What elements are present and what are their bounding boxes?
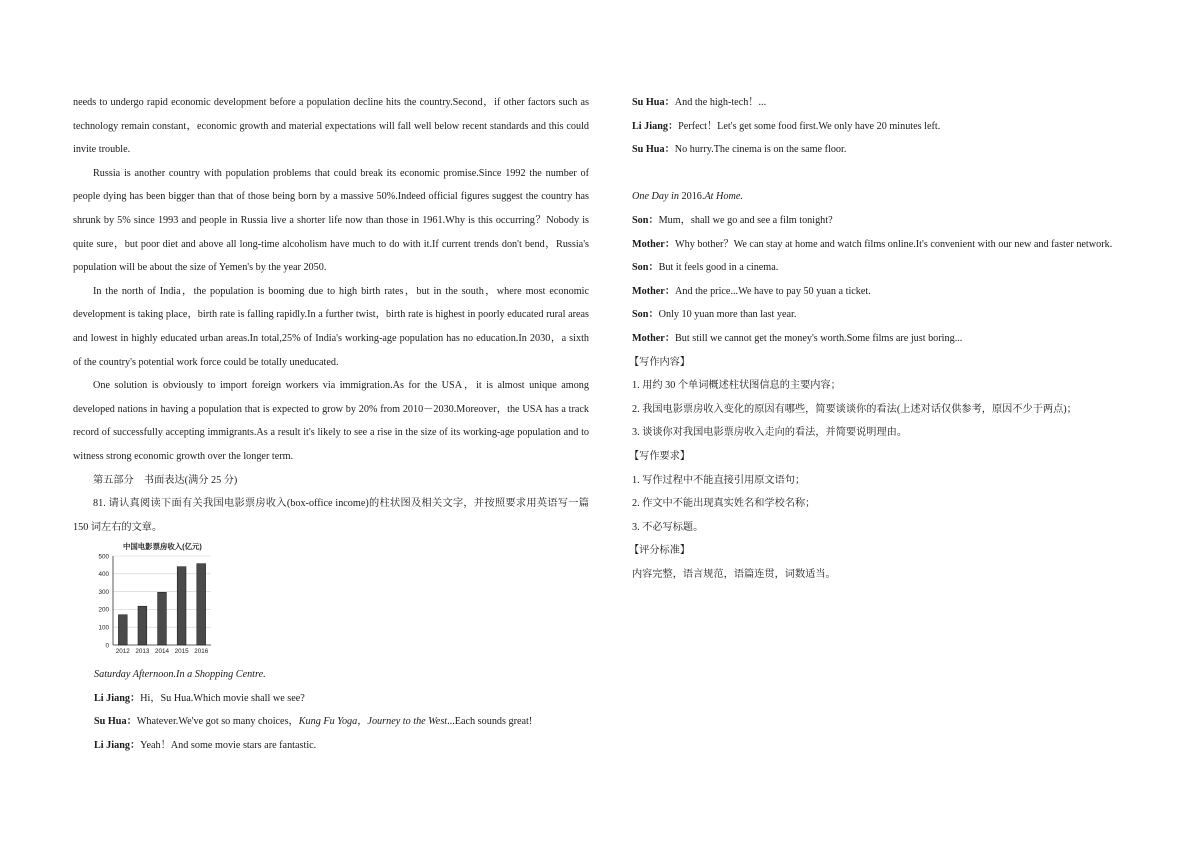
section-heading: 第五部分 书面表达(满分 25 分) bbox=[93, 474, 238, 486]
dialog-line bbox=[611, 280, 1129, 304]
box-office-chart bbox=[73, 541, 589, 659]
content-heading: 【写作内容】 bbox=[629, 356, 691, 368]
y-tick-label: 300 bbox=[98, 589, 109, 597]
speaker-sep: ： bbox=[664, 238, 675, 250]
speaker-sep: ： bbox=[648, 262, 659, 274]
bar bbox=[138, 606, 147, 645]
scene-2 bbox=[611, 185, 1129, 209]
film-title: Journey to the West bbox=[367, 716, 448, 728]
bar bbox=[158, 593, 167, 646]
y-tick-label: 200 bbox=[98, 606, 109, 614]
line-text: And the high-tech！... bbox=[674, 97, 767, 108]
requirement-item: 1. 写作过程中不能直接引用原文语句； bbox=[632, 474, 806, 486]
speaker: Li Jiang bbox=[94, 692, 130, 704]
speaker-sep: ： bbox=[648, 309, 659, 321]
dialog-line bbox=[611, 115, 1129, 139]
requirements-heading: 【写作要求】 bbox=[629, 450, 691, 462]
dialog-line bbox=[611, 327, 1129, 351]
scene-1 bbox=[73, 663, 589, 687]
speaker: Son bbox=[632, 309, 649, 321]
paragraph-india: In the north of India，the population is booming due to high birth rates，but in the south，where most economic development is taking place，birth rate is falling rapidly.In a further twist，birth rate is highest in poorly educated rural areas and lowest in highly educated urban areas.In total,25% of India's working-age population has no education.In 2030，a sixth of the country's potential work force could be totally uneducated. bbox=[73, 285, 589, 368]
dialog-line bbox=[611, 91, 1129, 115]
y-tick-label: 100 bbox=[98, 624, 109, 632]
x-tick-label: 2014 bbox=[154, 648, 170, 656]
content-item: 3. 谈谈你对我国电影票房收入走向的看法，并简要说明理由。 bbox=[632, 427, 908, 439]
paragraph-1: needs to undergo rapid economic development before a population decline hits the country.Second，if other factors such as technology remain constant，economic growth and material expectations will fall well below recent standards and this could invite trouble. bbox=[73, 97, 589, 156]
speaker: Su Hua bbox=[632, 144, 665, 156]
speaker-sep: ： bbox=[664, 285, 675, 297]
dialog-line bbox=[611, 233, 1129, 257]
scene-2-place: At Home. bbox=[704, 191, 743, 203]
line-text: ， bbox=[357, 716, 368, 728]
speaker: Mother bbox=[632, 332, 665, 344]
x-tick-label: 2016 bbox=[194, 648, 209, 656]
requirement-item: 3. 不必写标题。 bbox=[632, 521, 704, 533]
speaker: Mother bbox=[632, 238, 665, 250]
left-column bbox=[73, 91, 589, 758]
dialog-line bbox=[611, 138, 1129, 162]
bar bbox=[197, 564, 206, 645]
requirement-item: 2. 作文中不能出现真实姓名和学校名称； bbox=[632, 498, 816, 510]
dialog-line bbox=[73, 710, 589, 734]
speaker-sep: ： bbox=[664, 97, 675, 108]
y-tick-label: 0 bbox=[105, 642, 109, 650]
speaker-sep: ： bbox=[648, 214, 659, 226]
scene-2-text: One Day in bbox=[632, 191, 682, 203]
film-title: Kung Fu Yoga bbox=[298, 716, 358, 728]
x-tick-label: 2012 bbox=[115, 648, 130, 656]
dialog-line bbox=[73, 687, 589, 711]
paragraph-russia: Russia is another country with population problems that could break its economic promise.Since 1992 the number of people dying has been bigger than that of those being born by a massive 50%.Indeed official figures suggest the country has shrunk by 5% since 1993 and people in Russia live a shorter life now than those in 1961.Why is this occurring？Nobody is quite sure，but poor diet and above all long-time alcoholism have much to do with it.If current trends don't bend，Russia's population will be about the size of Yemen's by the year 2050. bbox=[73, 167, 589, 274]
speaker-sep: ： bbox=[667, 120, 679, 132]
line-text: ...Each sounds great! bbox=[447, 716, 533, 728]
speaker: Su Hua bbox=[632, 97, 665, 108]
bar bbox=[177, 567, 186, 645]
content-item: 2. 我国电影票房收入变化的原因有哪些，简要谈谈你的看法(上述对话仅供参考，原因不少于两点)； bbox=[632, 403, 1077, 415]
speaker: Mother bbox=[632, 285, 665, 297]
speaker-sep: ： bbox=[664, 144, 675, 156]
line-text: Hi，Su Hua.Which movie shall we see? bbox=[140, 692, 305, 704]
speaker-sep: ： bbox=[126, 716, 137, 728]
content-item: 1. 用约 30 个单词概述柱状图信息的主要内容； bbox=[632, 380, 841, 392]
line-text: And the price...We have to pay 50 yuan a ticket. bbox=[675, 285, 871, 297]
line-text: Why bother？We can stay at home and watch films online.It's convenient with our new and faster network. bbox=[675, 238, 1113, 250]
speaker: Li Jiang bbox=[632, 120, 668, 132]
chart-title: 中国电影票房收入(亿元) bbox=[123, 542, 202, 552]
line-text: Only 10 yuan more than last year. bbox=[658, 309, 797, 321]
y-tick-label: 400 bbox=[98, 571, 109, 579]
writing-task: 81. 请认真阅读下面有关我国电影票房收入(box-office income)的柱状图及相关文字，并按照要求用英语写一篇 150 词左右的文章。 bbox=[73, 498, 589, 533]
scene-2-year: 2016. bbox=[681, 191, 705, 203]
line-text: Whatever.We've got so many choices， bbox=[136, 716, 299, 728]
line-text: No hurry.The cinema is on the same floor. bbox=[674, 144, 847, 156]
right-column bbox=[611, 91, 1129, 586]
paragraph-usa: One solution is obviously to import foreign workers via immigration.As for the USA，it is almost unique among developed nations in having a population that is expected to grow by 20% from 2010－2030.Moreover，the USA has a track record of successfully accepting immigrants.As a result it's likely to see a rise in the size of its working-age population and to witness strong economic growth over the longer term. bbox=[73, 380, 589, 462]
box-office-chart-svg bbox=[73, 541, 213, 659]
speaker: Son bbox=[632, 262, 649, 274]
dialog-line bbox=[611, 303, 1129, 327]
x-tick-label: 2013 bbox=[135, 648, 150, 656]
line-text: Mum，shall we go and see a film tonight? bbox=[658, 214, 833, 226]
dialog-line bbox=[611, 209, 1129, 233]
speaker-sep: ： bbox=[129, 740, 141, 752]
speaker-sep: ： bbox=[129, 692, 141, 704]
bar bbox=[118, 615, 127, 645]
dialog-line bbox=[611, 256, 1129, 280]
speaker: Su Hua bbox=[94, 716, 127, 728]
scoring-heading: 【评分标准】 bbox=[629, 545, 691, 557]
speaker: Son bbox=[632, 214, 649, 226]
line-text: Yeah！And some movie stars are fantastic. bbox=[140, 740, 317, 752]
scene-1-text: Saturday Afternoon.In a Shopping Centre. bbox=[94, 669, 266, 681]
line-text: Perfect！Let's get some food first.We only have 20 minutes left. bbox=[678, 120, 941, 132]
spacer bbox=[611, 162, 1129, 186]
x-tick-label: 2015 bbox=[174, 648, 189, 656]
speaker: Li Jiang bbox=[94, 740, 130, 752]
line-text: But still we cannot get the money's worth.Some films are just boring... bbox=[675, 332, 963, 344]
y-tick-label: 500 bbox=[98, 553, 109, 561]
dialog-line bbox=[73, 734, 589, 758]
speaker-sep: ： bbox=[664, 332, 675, 344]
line-text: But it feels good in a cinema. bbox=[658, 262, 779, 274]
scoring-text: 内容完整，语言规范，语篇连贯，词数适当。 bbox=[632, 568, 836, 580]
